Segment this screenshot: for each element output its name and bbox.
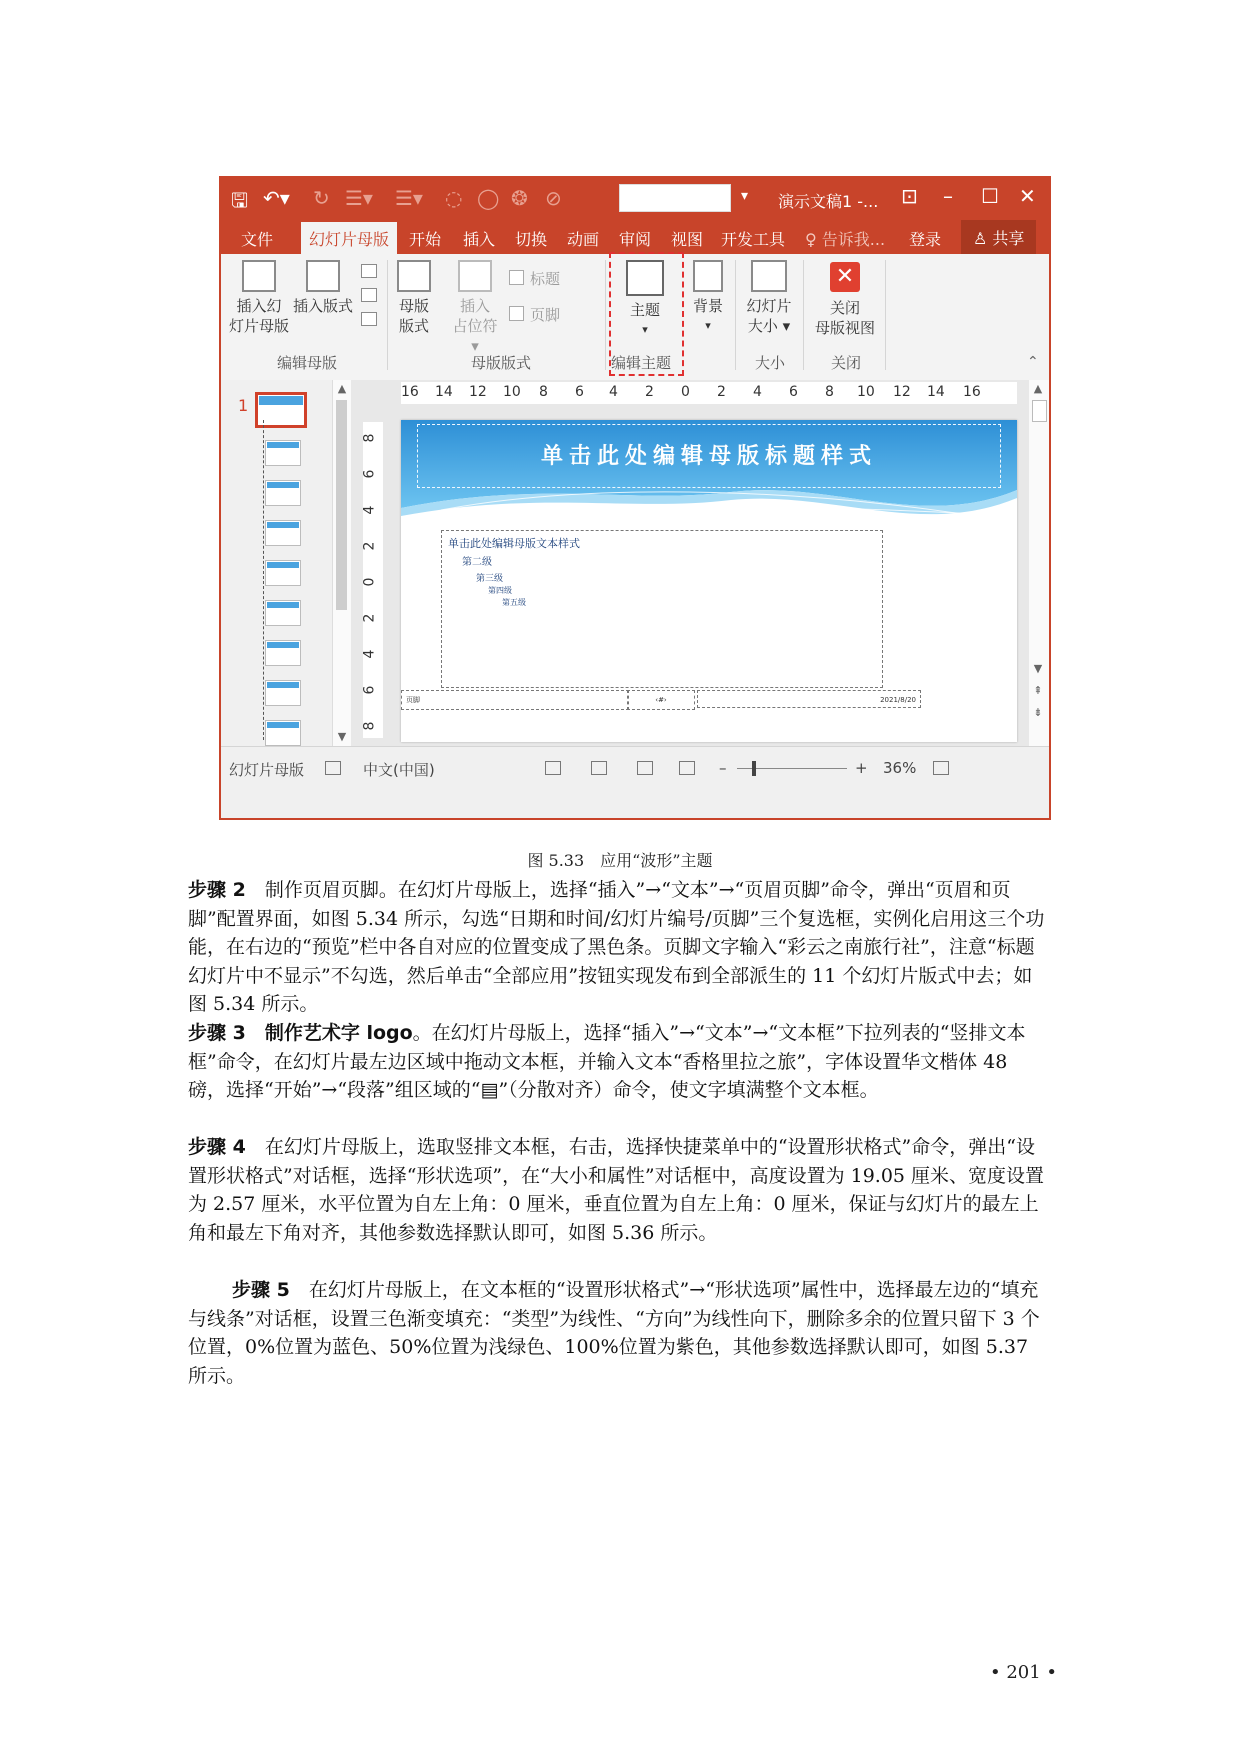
scroll-thumb[interactable] xyxy=(336,400,347,610)
insert-slide-master-button[interactable] xyxy=(229,260,289,336)
slide-number-placeholder[interactable] xyxy=(627,690,695,710)
collapse-ribbon-icon[interactable]: ⌃ xyxy=(1027,354,1039,370)
group-edit-master: 编辑母版 xyxy=(277,354,338,372)
zoom-level[interactable]: 36% xyxy=(883,759,917,777)
tab-transitions[interactable]: 切换 xyxy=(515,230,548,249)
text-level-5: 第五级 xyxy=(502,598,526,607)
ruler-tick: 8 xyxy=(825,384,834,400)
accessibility-icon[interactable] xyxy=(325,761,341,775)
ribbon-panel xyxy=(221,254,1049,381)
step-text: 在幻灯片母版上，选取竖排文本框，右击，选择快捷菜单中的“设置形状格式”命令，弹出“设置形状格式”对话框，选择“形状选项”，在“大小和属性”对话框中，高度设置为 19.05 厘米、宽度设置为 2.57 厘米，水平位置为自左上角：0 厘米，垂直位置为自左上角：0 厘米，保证与幻灯片的最左上角和最左下角对齐，其他参数选择默认即可，如图 5.36 所示。 xyxy=(188,1136,1045,1244)
theme-dropdown-icon: ▾ xyxy=(642,323,648,336)
thumbnail-layout[interactable] xyxy=(265,640,301,666)
ruler-tick: 6 xyxy=(789,384,798,400)
insert-layout-label: 插入版式 xyxy=(292,297,353,315)
scroll-down-icon[interactable]: ▼ xyxy=(337,730,347,743)
master-layout-icon xyxy=(397,260,431,292)
horizontal-ruler xyxy=(401,382,1017,404)
ruler-tick: 2 xyxy=(361,613,378,623)
footer-text: 页脚 xyxy=(406,696,420,704)
master-layout-button[interactable] xyxy=(393,260,435,336)
thumbnail-scrollbar[interactable] xyxy=(332,380,351,746)
zoom-out-icon[interactable]: – xyxy=(719,759,727,777)
group-master-layout: 母版版式 xyxy=(471,354,532,372)
background-icon xyxy=(693,260,723,292)
step-2-paragraph xyxy=(188,876,1048,1019)
step-label: 步骤 2 xyxy=(188,879,246,901)
text-level-3: 第三级 xyxy=(476,574,504,584)
zoom-slider-thumb[interactable] xyxy=(752,761,756,776)
bullets-icon[interactable]: ☰▾ xyxy=(345,186,373,210)
step-4-paragraph xyxy=(188,1133,1048,1247)
zoom-in-icon[interactable]: + xyxy=(855,759,868,777)
page-number: • 201 • xyxy=(990,1662,1058,1683)
tab-file[interactable]: 文件 xyxy=(241,230,274,249)
text-level-4: 第四级 xyxy=(488,586,512,595)
group-divider xyxy=(735,260,736,370)
step-text: 制作页眉页脚。在幻灯片母版上，选择“插入”→“文本”→“页眉页脚”命令，弹出“页眉和页脚”配置界面，如图 5.34 所示，勾选“日期和时间/幻灯片编号/页脚”三个复选框，实例化启用这三个功能，在右边的“预览”栏中各自对应的位置变成了黑色条。页脚文字输入“彩云之南旅行社”，注意“标题幻灯片中不显示”不勾选，然后单击“全部应用”按钮实现发布到全部派生的 11 个幻灯片版式中去；如图 5.34 所示。 xyxy=(188,879,1045,1016)
footer-placeholder[interactable] xyxy=(401,690,629,710)
rename-icon[interactable] xyxy=(361,288,377,302)
ruler-tick: 2 xyxy=(645,384,654,400)
maximize-icon[interactable]: ☐ xyxy=(981,184,999,208)
thumbnail-layout[interactable] xyxy=(265,680,301,706)
ruler-tick: 8 xyxy=(539,384,548,400)
sign-in-link[interactable]: 登录 xyxy=(909,230,942,249)
insert-placeholder-icon xyxy=(458,260,492,292)
theme-label: 主题 xyxy=(629,301,660,319)
ruler-tick: 16 xyxy=(963,384,981,400)
tab-slide-master[interactable]: 幻灯片母版 xyxy=(301,222,397,254)
group-divider xyxy=(605,260,606,370)
title-checkbox[interactable] xyxy=(509,268,560,289)
text-level-2: 第二级 xyxy=(462,557,492,568)
thumbnail-layout[interactable] xyxy=(265,480,301,506)
close-master-view-button[interactable] xyxy=(809,260,881,338)
thumbnail-pane xyxy=(221,380,341,746)
insert-slide-master-label-2: 灯片母版 xyxy=(229,317,290,335)
thumbnail-layout[interactable] xyxy=(265,720,301,746)
theme-highlight-box xyxy=(609,252,684,376)
background-label: 背景 xyxy=(692,297,723,315)
tab-review[interactable]: 审阅 xyxy=(619,230,652,249)
close-master-label-1: 关闭 xyxy=(829,299,860,317)
ruler-tick: 8 xyxy=(361,721,378,731)
normal-view-icon[interactable] xyxy=(545,761,561,775)
ribbon-tabs xyxy=(221,218,1049,254)
minimize-icon[interactable]: – xyxy=(943,184,953,208)
thumbnail-layout[interactable] xyxy=(265,560,301,586)
ruler-tick: 0 xyxy=(681,384,690,400)
ruler-tick: 2 xyxy=(717,384,726,400)
ruler-tick: 8 xyxy=(361,433,378,443)
scroll-up-icon[interactable]: ▲ xyxy=(1033,382,1043,395)
master-slide-canvas[interactable] xyxy=(401,420,1017,742)
shape-icon[interactable]: ◌ xyxy=(445,186,463,210)
thumbnail-layout[interactable] xyxy=(265,520,301,546)
background-button[interactable] xyxy=(685,260,731,336)
font-name-box[interactable] xyxy=(619,184,731,212)
slide-scrollbar[interactable] xyxy=(1029,380,1049,746)
group-divider xyxy=(803,260,804,370)
ruler-tick: 4 xyxy=(361,505,378,515)
numbering-icon[interactable]: ☰▾ xyxy=(395,186,423,210)
customize-qa-icon[interactable]: ▾ xyxy=(741,188,749,204)
tab-animations[interactable]: 动画 xyxy=(567,230,600,249)
step-5-paragraph xyxy=(188,1276,1048,1390)
thumbnail-layout[interactable] xyxy=(265,440,301,466)
body-placeholder[interactable] xyxy=(441,530,883,688)
slide-size-label-1: 幻灯片 xyxy=(746,297,792,315)
ruler-tick: 6 xyxy=(361,685,378,695)
step-label: 步骤 4 xyxy=(188,1136,246,1158)
slideshow-icon[interactable] xyxy=(679,761,695,775)
tab-insert[interactable]: 插入 xyxy=(463,230,496,249)
insert-slide-master-icon xyxy=(242,260,276,292)
tab-developer[interactable]: 开发工具 xyxy=(721,230,786,249)
group-divider xyxy=(885,260,886,370)
close-icon[interactable]: ✕ xyxy=(1019,184,1036,208)
title-placeholder[interactable]: 单击此处编辑母版标题样式 xyxy=(417,424,1001,488)
title-checkbox-label: 标题 xyxy=(530,270,561,288)
ruler-tick: 4 xyxy=(753,384,762,400)
ribbon-display-icon[interactable]: ⊡ xyxy=(901,184,918,208)
thumbnail-number: 1 xyxy=(238,396,249,415)
background-dropdown-icon: ▾ xyxy=(705,319,711,332)
close-master-label-2: 母版视图 xyxy=(814,319,875,337)
language-indicator[interactable]: 中文(中国) xyxy=(363,761,435,779)
master-layout-label-1: 母版 xyxy=(398,297,429,315)
status-bar xyxy=(221,746,1049,819)
shape3-icon[interactable]: ❂ xyxy=(511,186,528,210)
text-level-1: 单击此处编辑母版文本样式 xyxy=(448,537,580,550)
insert-slide-master-label-1: 插入幻 xyxy=(236,297,282,315)
tab-view[interactable]: 视图 xyxy=(671,230,704,249)
footer-checkbox-label: 页脚 xyxy=(530,306,561,324)
step-text: 在幻灯片母版上，在文本框的“设置形状格式”→“形状选项”属性中，选择最左边的“填充与线条”对话框，设置三色渐变填充：“类型”为线性、“方向”为线性向下，删除多余的位置只留下 3 个位置，0%位置为蓝色、50%位置为浅绿色、100%位置为紫色，其他参数选择默认即可，如图 5.37 所示。 xyxy=(188,1279,1040,1387)
ruler-tick: 6 xyxy=(575,384,584,400)
ruler-tick: 14 xyxy=(927,384,945,400)
previous-slide-icon[interactable]: ⇞ xyxy=(1033,684,1043,697)
ruler-tick: 2 xyxy=(361,541,378,551)
step-label: 步骤 3 制作艺术字 logo xyxy=(188,1022,413,1044)
tab-home[interactable]: 开始 xyxy=(409,230,442,249)
thumbnail-layout[interactable] xyxy=(265,600,301,626)
insert-placeholder-button[interactable] xyxy=(447,260,503,356)
share-button[interactable]: ♙ 共享 xyxy=(961,220,1036,255)
delete-icon[interactable] xyxy=(361,264,377,278)
layout-connector xyxy=(263,420,264,740)
save-icon[interactable]: 🖫 xyxy=(231,188,249,212)
scroll-thumb[interactable] xyxy=(1032,400,1047,422)
group-close: 关闭 xyxy=(831,354,862,372)
undo-icon[interactable]: ↶▾ xyxy=(263,186,290,210)
master-layout-label-2: 版式 xyxy=(398,317,429,335)
ruler-tick: 16 xyxy=(401,384,419,400)
footer-checkbox[interactable] xyxy=(509,304,560,325)
slide-sorter-icon[interactable] xyxy=(591,761,607,775)
view-indicator: 幻灯片母版 xyxy=(229,761,305,779)
group-size: 大小 xyxy=(755,354,786,372)
ruler-tick: 12 xyxy=(469,384,487,400)
ruler-tick: 14 xyxy=(435,384,453,400)
date-text: 2021/8/20 xyxy=(880,696,916,704)
insert-layout-button[interactable] xyxy=(291,260,355,316)
shape2-icon[interactable]: ◯ xyxy=(477,186,500,210)
insert-layout-icon xyxy=(306,260,340,292)
figure-caption: 图 5.33 应用“波形”主题 xyxy=(527,851,713,870)
ruler-tick: 12 xyxy=(893,384,911,400)
vertical-ruler xyxy=(363,422,383,738)
document-title: 演示文稿1 -... xyxy=(778,192,879,211)
ruler-tick: 4 xyxy=(361,649,378,659)
insert-placeholder-label-1: 插入 xyxy=(459,297,490,315)
scroll-down-icon[interactable]: ▼ xyxy=(1033,662,1043,675)
ruler-tick: 10 xyxy=(857,384,875,400)
ruler-tick: 0 xyxy=(361,577,378,587)
date-placeholder[interactable] xyxy=(697,690,921,708)
ruler-tick: 10 xyxy=(503,384,521,400)
powerpoint-screenshot xyxy=(219,176,1051,820)
work-area xyxy=(221,380,1049,746)
insert-placeholder-label-2: 占位符 ▾ xyxy=(452,317,498,355)
preserve-icon[interactable] xyxy=(361,312,377,326)
step-text: 。在幻灯片母版上，选择“插入”→“文本”→“文本框”下拉列表的“竖排文本框”命令，在幻灯片最左边区域中拖动文本框，并输入文本“香格里拉之旅”，字体设置华文楷体 48 磅，选择“开始”→“段落”组区域的“▤”（分散对齐）命令，使文字填满整个文本框。 xyxy=(188,1022,1026,1102)
ruler-tick: 6 xyxy=(361,469,378,479)
group-edit-theme: 编辑主题 xyxy=(611,354,672,372)
slide-size-label-2: 大小 ▾ xyxy=(747,317,791,335)
group-divider xyxy=(387,260,388,370)
ruler-tick: 4 xyxy=(609,384,618,400)
close-master-icon: ✕ xyxy=(830,262,860,292)
slide-number-text: ‹#› xyxy=(655,696,667,704)
slide-size-button[interactable] xyxy=(741,260,797,336)
slide-size-icon xyxy=(751,260,787,292)
next-slide-icon[interactable]: ⇟ xyxy=(1033,706,1043,719)
tell-me-search[interactable]: ♀ 告诉我... xyxy=(805,230,886,249)
step-3-paragraph xyxy=(188,1019,1048,1105)
reading-view-icon[interactable] xyxy=(637,761,653,775)
step-label: 步骤 5 xyxy=(232,1279,290,1301)
shape4-icon[interactable]: ⊘ xyxy=(545,186,562,210)
scroll-up-icon[interactable]: ▲ xyxy=(337,382,347,395)
redo-icon[interactable]: ↻ xyxy=(313,186,330,210)
title-bar xyxy=(221,178,1049,218)
fit-to-window-icon[interactable] xyxy=(933,761,949,775)
